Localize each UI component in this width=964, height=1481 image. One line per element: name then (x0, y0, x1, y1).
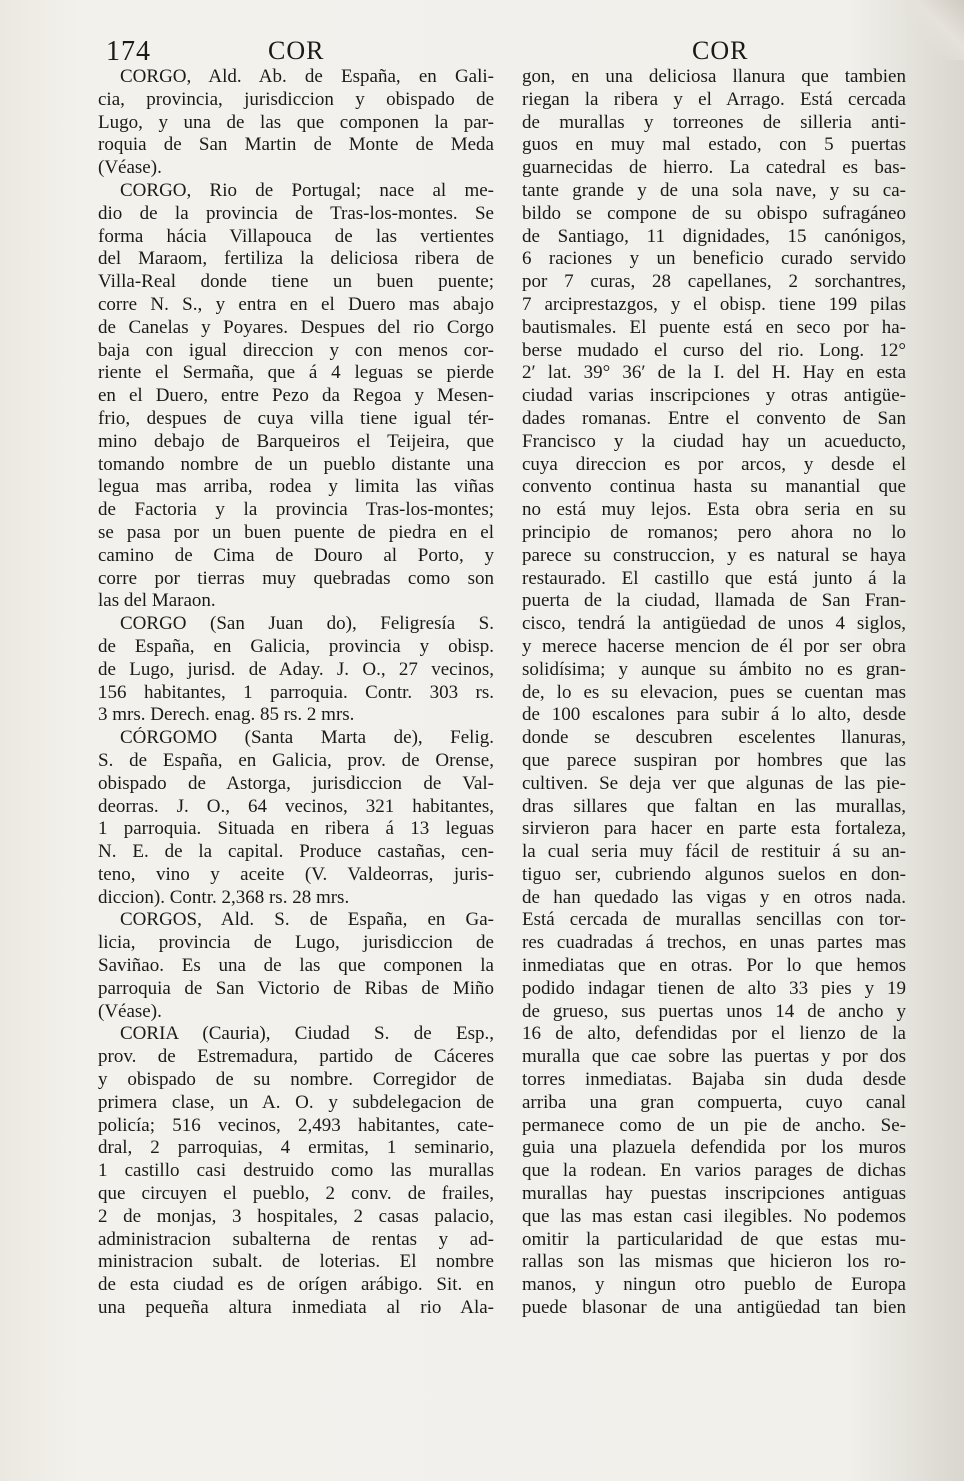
text-line: ciudad varias inscripciones y otras antigüe- (522, 385, 906, 407)
text-line: cuya direccion es por arcos, y desde el (522, 453, 906, 475)
text-line: S. de España, en Galicia, prov. de Orense, (98, 749, 494, 771)
text-line: de grueso, sus puertas unos 14 de ancho y (522, 1000, 906, 1022)
text-line: primera clase, un A. O. y subdelegacion de (98, 1091, 494, 1113)
text-line: de murallas y torreones de silleria anti- (522, 111, 906, 133)
text-line: 7 arciprestazgos, y el obisp. tiene 199 pilas (522, 293, 906, 315)
left-running-head: COR (268, 36, 325, 65)
text-line: CORGO (San Juan do), Feligresía S. (120, 613, 494, 635)
text-line: sirvieron para hacer en parte esta fortaleza, (522, 818, 906, 840)
text-line: Villa-Real donde tiene un buen puente; (98, 271, 494, 293)
text-line: 6 raciones y un beneficio curado servido (522, 248, 906, 270)
text-line: forma hácia Villapouca de las vertientes (98, 225, 494, 247)
text-line: que parece suspiran por hombres que las (522, 749, 906, 771)
text-line: CORGOS, Ald. S. de España, en Ga- (120, 909, 494, 931)
text-line: de España, en Galicia, provincia y obisp. (98, 635, 494, 657)
text-line: ministracion subalt. de loterias. El nombre (98, 1251, 494, 1273)
text-line: legua mas arriba, rodea y limita las viñas (98, 476, 494, 498)
text-line: guos en muy mal estado, con 5 puertas (522, 134, 906, 156)
right-running-head: COR (692, 36, 749, 65)
text-line: teno, vino y aceite (V. Valdeorras, juris- (98, 863, 494, 885)
text-line: CÓRGOMO (Santa Marta de), Felig. (120, 727, 494, 749)
text-line: parroquia de San Victorio de Ribas de Miño (98, 977, 494, 999)
text-line: 2′ lat. 39° 36′ de la I. del H. Hay en esta (522, 362, 906, 384)
text-line: cultiven. Se deja ver que algunas de las pie- (522, 772, 906, 794)
text-line: tomando nombre de un pueblo distante una (98, 453, 494, 475)
text-line: la cual seria muy fácil de restituir á su an- (522, 841, 906, 863)
text-line: dral, 2 parroquias, 4 ermitas, 1 seminario, (98, 1137, 494, 1159)
right-text-column (522, 66, 906, 1320)
text-line: cia, provincia, jurisdiccion y obispado de (98, 88, 494, 110)
text-line: y obispado de su nombre. Corregidor de (98, 1069, 494, 1091)
text-line: en el Duero, entre Pezo da Regoa y Mesen- (98, 385, 494, 407)
text-line: corre por tierras muy quebradas como son (98, 567, 494, 589)
text-line: parece su construccion, y es natural se haya (522, 544, 906, 566)
text-line: roquia de San Martin de Monte de Meda (98, 134, 494, 156)
text-line: obispado de Astorga, jurisdiccion de Val- (98, 772, 494, 794)
text-line: donde se descubren escelentes llanuras, (522, 727, 906, 749)
text-line: licia, provincia de Lugo, jurisdiccion de (98, 932, 494, 954)
text-line: de, lo es su elevacion, pues se cuentan mas (522, 681, 906, 703)
text-line: de esta ciudad es de orígen arábigo. Sit. en (98, 1274, 494, 1296)
text-line: baja con igual direccion y con menos cor- (98, 339, 494, 361)
text-line: del Maraom, fertiliza la deliciosa ribera de (98, 248, 494, 270)
text-line: omitir la particularidad de que estas mu- (522, 1228, 906, 1250)
text-line: que circuyen el pueblo, 2 conv. de frailes, (98, 1183, 494, 1205)
text-line: camino de Cima de Douro al Porto, y (98, 544, 494, 566)
text-line: diccion). Contr. 2,368 rs. 28 mrs. (98, 886, 350, 908)
text-line: manos, y ningun otro pueblo de Europa (522, 1274, 906, 1296)
text-line: res cuadradas á trechos, en unas partes mas (522, 932, 906, 954)
text-line: tiguo ser, cubriendo algunos suelos en don- (522, 863, 906, 885)
text-line: deorras. J. O., 64 vecinos, 321 habitantes, (98, 795, 494, 817)
text-line: prov. de Estremadura, partido de Cáceres (98, 1046, 494, 1068)
text-line: puerta de la ciudad, llamada de San Fran- (522, 590, 906, 612)
text-line: cisco, tendrá la antigüedad de unos 4 siglos, (522, 613, 906, 635)
text-line: frio, despues de cuya villa tiene igual tér- (98, 407, 494, 429)
text-line: inmediatas que en otras. Por lo que hemos (522, 955, 906, 977)
text-line: solidísima; y aunque su ámbito no es gran- (522, 658, 906, 680)
text-line: guarnecidas de hierro. La catedral es bas- (522, 157, 906, 179)
text-line: administracion subalterna de rentas y ad- (98, 1228, 494, 1250)
text-line: convento continua hasta su manantial que (522, 476, 906, 498)
text-line: dades romanas. Entre el convento de San (522, 407, 906, 429)
text-line: de Lugo, jurisd. de Aday. J. O., 27 vecinos, (98, 658, 494, 680)
text-line: 1 castillo casi destruido como las murallas (98, 1160, 494, 1182)
text-line: CORGO, Rio de Portugal; nace al me- (120, 179, 494, 201)
text-line: dio de la provincia de Tras-los-montes. Se (98, 202, 494, 224)
text-line: de Factoria y la provincia Tras-los-montes; (98, 499, 494, 521)
text-line: (Véase). (98, 1000, 162, 1022)
text-line: Saviñao. Es una de las que componen la (98, 955, 494, 977)
text-line: 156 habitantes, 1 parroquia. Contr. 303 rs. (98, 681, 494, 703)
text-line: se pasa por un buen puente de piedra en el (98, 521, 494, 543)
text-line: bildo se compone de su obispo sufragáneo (522, 202, 906, 224)
text-line: arriba una gran compuerta, cuyo canal (522, 1091, 906, 1113)
text-line: Está cercada de murallas sencillas con tor- (522, 909, 906, 931)
text-line: puede blasonar de una antigüedad tan bien (522, 1297, 906, 1319)
text-line: principio de romanos; pero ahora no lo (522, 521, 906, 543)
text-line: de Canelas y Poyares. Despues del rio Corgo (98, 316, 494, 338)
text-line: de 100 escalones para subir á lo alto, desde (522, 704, 906, 726)
text-line: Lugo, y una de las que componen la par- (98, 111, 494, 133)
text-line: riente el Sermaña, que á 4 leguas se pierde (98, 362, 494, 384)
text-line: permanece como de un pie de ancho. Se- (522, 1114, 906, 1136)
text-line: por 7 curas, 28 capellanes, 2 sorchantres, (522, 271, 906, 293)
left-text-column (98, 66, 494, 1320)
text-line: bautismales. El puente está en seco por ha- (522, 316, 906, 338)
text-line: riegan la ribera y el Arrago. Está cercada (522, 88, 906, 110)
text-line: muralla que cae sobre las puertas y por dos (522, 1046, 906, 1068)
running-header (0, 36, 964, 66)
text-line: de Santiago, 11 dignidades, 15 canónigos, (522, 225, 906, 247)
text-line: 1 parroquia. Situada en ribera á 13 leguas (98, 818, 494, 840)
text-line: CORIA (Cauria), Ciudad S. de Esp., (120, 1023, 494, 1045)
text-line: 16 de alto, defendidas por el lienzo de la (522, 1023, 906, 1045)
text-line: guia una plazuela defendida por los muros (522, 1137, 906, 1159)
text-line: las del Maraon. (98, 590, 216, 612)
text-line: una pequeña altura inmediata al rio Ala- (98, 1297, 494, 1319)
text-line: torres inmediatas. Bajaba sin duda desde (522, 1069, 906, 1091)
text-line: murallas hay puestas inscripciones antiguas (522, 1183, 906, 1205)
text-line: mino debajo de Barqueiros el Teijeira, que (98, 430, 494, 452)
text-line: restaurado. El castillo que está junto á la (522, 567, 906, 589)
text-line: 3 mrs. Derech. enag. 85 rs. 2 mrs. (98, 704, 355, 726)
text-line: que las mas estan casi ilegibles. No podemos (522, 1205, 906, 1227)
text-line: berse mudado el curso del rio. Long. 12° (522, 339, 906, 361)
text-line: tante grande y de una sola nave, y su ca- (522, 179, 906, 201)
page-number: 174 (106, 36, 151, 67)
text-line: rallas son las mismas que hicieron los ro- (522, 1251, 906, 1273)
text-line: gon, en una deliciosa llanura que tambien (522, 66, 906, 87)
text-line: dras sillares que faltan en las murallas, (522, 795, 906, 817)
text-line: (Véase). (98, 157, 162, 179)
text-line: policía; 516 vecinos, 2,493 habitantes, cate- (98, 1114, 494, 1136)
text-line: corre N. S., y entra en el Duero mas abajo (98, 293, 494, 315)
text-line: podido indagar tienen de alto 33 pies y 19 (522, 977, 906, 999)
text-line: y merece hacerse mencion de él por ser obra (522, 635, 906, 657)
text-line: Francisco y la ciudad hay un acueducto, (522, 430, 906, 452)
text-line: que la rodean. En varios parages de dichas (522, 1160, 906, 1182)
text-line: de han quedado las vigas y en otros nada. (522, 886, 906, 908)
text-line: N. E. de la capital. Produce castañas, cen- (98, 841, 494, 863)
text-line: no está muy lejos. Esta obra seria en su (522, 499, 906, 521)
text-line: CORGO, Ald. Ab. de España, en Gali- (120, 66, 494, 87)
text-line: 2 de monjas, 3 hospitales, 2 casas palacio, (98, 1205, 494, 1227)
